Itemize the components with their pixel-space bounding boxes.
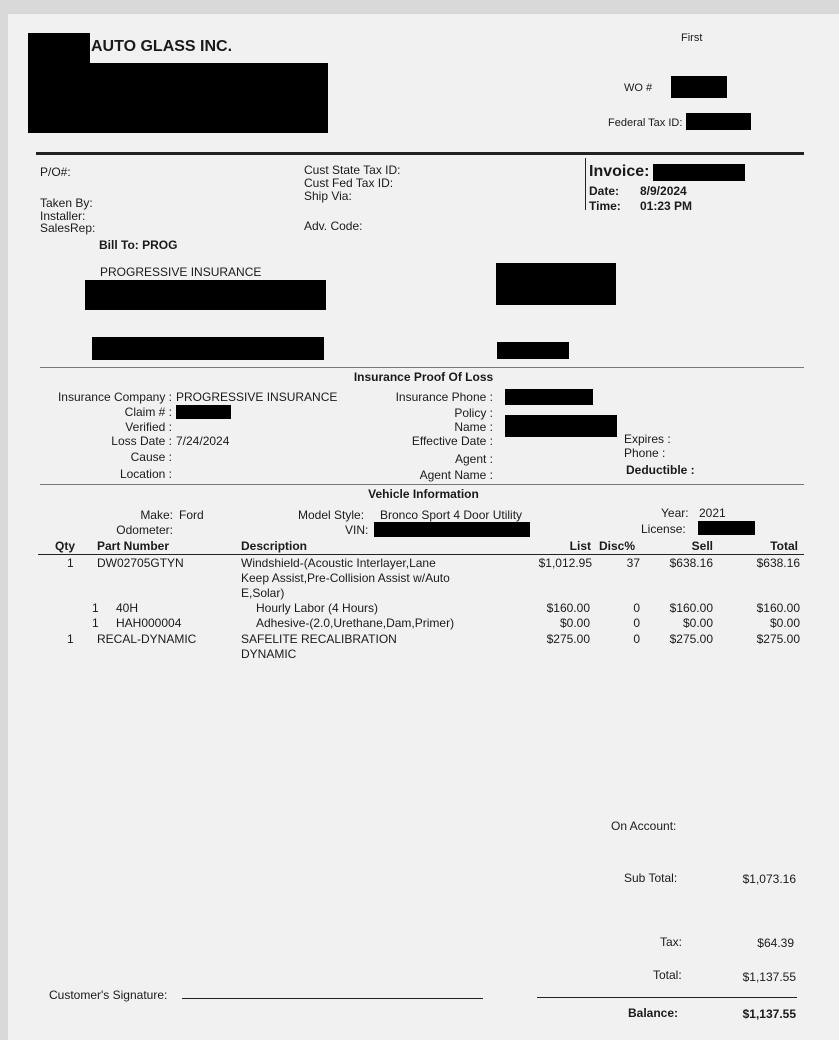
- insurance-rule: [40, 367, 804, 368]
- header-rule: [36, 152, 804, 155]
- col-list: List: [569, 539, 591, 553]
- ship-via-label: Ship Via:: [304, 189, 352, 203]
- redacted-bill-to-address: [85, 280, 326, 310]
- redacted-bill-to-phone: [497, 342, 569, 359]
- invoice-divider: [585, 158, 586, 210]
- item-total: $275.00: [756, 632, 800, 646]
- item-desc-line: DYNAMIC: [241, 647, 297, 661]
- cause-label: Cause :: [130, 450, 172, 464]
- item-part: HAH000004: [116, 616, 182, 630]
- item-desc-line: E,Solar): [241, 586, 285, 600]
- cust-state-tax-label: Cust State Tax ID:: [304, 163, 401, 177]
- item-sell: $275.00: [669, 632, 713, 646]
- col-description: Description: [241, 539, 308, 553]
- item-desc-line: Windshield-(Acoustic Interlayer,Lane: [241, 556, 436, 570]
- item-part: RECAL-DYNAMIC: [97, 632, 197, 646]
- subtotal-value: $1,073.16: [742, 872, 796, 886]
- invoice-date: 8/9/2024: [640, 184, 687, 198]
- policy-label: Policy :: [454, 406, 493, 420]
- agent-name-label: Agent Name :: [419, 468, 493, 482]
- item-desc-line: SAFELITE RECALIBRATION: [241, 632, 397, 646]
- redacted-license: [698, 521, 755, 535]
- agent-label: Agent :: [454, 452, 493, 466]
- item-sell: $0.00: [682, 616, 713, 630]
- deductible-label: Deductible :: [626, 463, 695, 477]
- vehicle-make: Ford: [179, 508, 204, 522]
- phone2-label: Phone :: [624, 446, 666, 460]
- tax-label: Tax:: [660, 935, 683, 949]
- signature-label: Customer's Signature:: [49, 988, 168, 1002]
- year-label: Year:: [661, 506, 689, 520]
- col-disc: Disc%: [599, 539, 636, 553]
- redacted-address: [28, 63, 328, 133]
- item-qty: 1: [92, 616, 99, 630]
- insurance-company-label: Insurance Company :: [57, 390, 172, 404]
- redacted-insurance-phone: [505, 389, 593, 405]
- item-disc: 0: [633, 601, 640, 615]
- verified-label: Verified :: [125, 420, 172, 434]
- item-total: $0.00: [769, 616, 800, 630]
- item-list: $0.00: [559, 616, 590, 630]
- name-label: Name :: [454, 420, 493, 434]
- redacted-wo: [671, 76, 727, 98]
- effective-date-label: Effective Date :: [411, 434, 493, 448]
- loss-date: 7/24/2024: [176, 434, 230, 448]
- invoice-page: [8, 14, 839, 1040]
- redacted-bill-to-contact: [496, 263, 616, 305]
- cust-fed-tax-label: Cust Fed Tax ID:: [304, 176, 394, 190]
- vehicle-section-title: Vehicle Information: [368, 487, 479, 501]
- item-list: $275.00: [546, 632, 590, 646]
- vehicle-year: 2021: [699, 506, 726, 520]
- signature-line: [182, 998, 483, 999]
- invoice-time: 01:23 PM: [640, 199, 693, 213]
- bill-to-label: Bill To: PROG: [99, 238, 178, 252]
- item-desc-line: Keep Assist,Pre-Collision Assist w/Auto: [241, 571, 450, 585]
- make-label: Make:: [140, 508, 173, 522]
- invoice-label: Invoice:: [589, 163, 650, 180]
- redacted-vin: [374, 522, 530, 537]
- federal-tax-label: Federal Tax ID:: [608, 117, 683, 129]
- col-part-number: Part Number: [97, 539, 170, 553]
- balance-rule: [537, 997, 797, 998]
- claim-label: Claim # :: [124, 405, 172, 419]
- redacted-claim: [176, 405, 231, 419]
- taken-by-label: Taken By:: [40, 196, 93, 210]
- insurance-section-title: Insurance Proof Of Loss: [353, 370, 494, 384]
- item-disc: 37: [626, 556, 640, 570]
- redacted-insured-name: [505, 415, 617, 437]
- item-desc-line: Adhesive-(2.0,Urethane,Dam,Primer): [256, 616, 455, 630]
- vin-label: VIN:: [345, 523, 369, 537]
- item-qty: 1: [67, 556, 74, 570]
- vehicle-rule: [40, 484, 804, 485]
- item-list: $1,012.95: [538, 556, 592, 570]
- bill-to-name: PROGRESSIVE INSURANCE: [100, 265, 262, 279]
- col-qty: Qty: [55, 539, 76, 553]
- redacted-bill-to-city: [92, 337, 324, 360]
- insurance-phone-label: Insurance Phone :: [395, 390, 493, 404]
- time-label: Time:: [589, 199, 621, 213]
- item-part: DW02705GTYN: [97, 556, 184, 570]
- po-label: P/O#:: [40, 165, 71, 179]
- col-total: Total: [770, 539, 798, 553]
- on-account-label: On Account:: [611, 819, 677, 833]
- item-total: $638.16: [756, 556, 800, 570]
- redacted-invoice-number: [653, 164, 745, 181]
- item-sell: $638.16: [669, 556, 713, 570]
- vehicle-model: Bronco Sport 4 Door Utility: [380, 508, 523, 522]
- date-label: Date:: [589, 184, 620, 198]
- copy-label: First: [681, 32, 703, 44]
- col-sell: Sell: [691, 539, 713, 553]
- item-total: $160.00: [756, 601, 800, 615]
- item-part: 40H: [116, 601, 139, 615]
- item-list: $160.00: [546, 601, 590, 615]
- tax-value: $64.39: [757, 936, 794, 950]
- item-sell: $160.00: [669, 601, 713, 615]
- item-qty: 1: [67, 632, 74, 646]
- item-disc: 0: [633, 616, 640, 630]
- total-value: $1,137.55: [742, 970, 796, 984]
- odometer-label: Odometer:: [116, 523, 173, 537]
- balance-value: $1,137.55: [742, 1007, 796, 1021]
- item-qty: 1: [92, 601, 99, 615]
- total-label: Total:: [653, 968, 682, 982]
- model-style-label: Model Style:: [298, 508, 365, 522]
- item-disc: 0: [633, 632, 640, 646]
- item-desc-line: Hourly Labor (4 Hours): [256, 601, 379, 615]
- salesrep-label: SalesRep:: [40, 221, 96, 235]
- installer-label: Installer:: [40, 209, 86, 223]
- license-label: License:: [641, 522, 686, 536]
- company-name: AUTO GLASS INC.: [91, 38, 233, 55]
- items-header-rule: [38, 554, 804, 555]
- redacted-tax-id: [686, 113, 751, 130]
- adv-code-label: Adv. Code:: [304, 219, 363, 233]
- loss-date-label: Loss Date :: [111, 434, 172, 448]
- location-label: Location :: [119, 467, 172, 481]
- insurance-company: PROGRESSIVE INSURANCE: [176, 390, 338, 404]
- subtotal-label: Sub Total:: [624, 871, 678, 885]
- balance-label: Balance:: [628, 1006, 679, 1020]
- expires-label: Expires :: [624, 432, 671, 446]
- wo-label: WO #: [624, 82, 653, 94]
